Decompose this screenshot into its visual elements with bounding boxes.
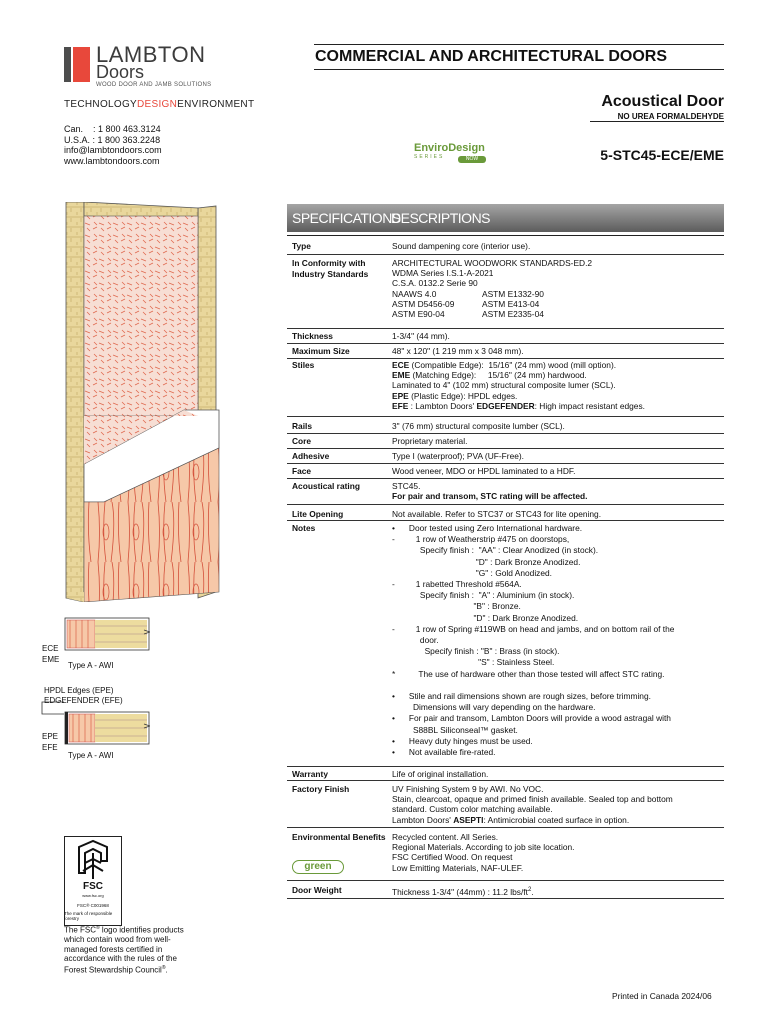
lambton-logo-mark	[64, 47, 90, 82]
notes-line: • Stile and rail dimensions shown are rough sizes, before trimming.	[392, 691, 651, 702]
fsc-caption: The FSC® logo identifies products which contain wood from well-managed forests certified in accordance with the rules of the Forest Stewardship Council®.	[64, 925, 184, 975]
website-link[interactable]: www.lambtondoors.com	[64, 155, 160, 166]
header-descriptions: DESCRIPTIONS	[391, 210, 491, 226]
notes-line: • Not available fire-rated.	[392, 747, 496, 758]
notes-line: Specify finish : "B" : Brass (in stock).	[392, 646, 560, 657]
spec-table-header	[287, 204, 724, 232]
door-cutaway-illustration	[64, 202, 232, 602]
brand-tagline: TECHNOLOGYDESIGNENVIRONMENT	[64, 99, 255, 110]
label-ece: ECE	[42, 644, 59, 653]
edge-cross-section-ece-eme	[64, 614, 150, 654]
brand-descriptor: WOOD DOOR AND JAMB SOLUTIONS	[96, 82, 212, 88]
label-type-a-2: Type A - AWI	[68, 751, 114, 760]
notes-line: door.	[392, 635, 439, 646]
notes-line: • Door tested using Zero International hardware.	[392, 523, 583, 533]
label-hpdl: HPDL Edges (EPE)	[44, 686, 114, 695]
notes-line: • Heavy duty hinges must be used.	[392, 735, 533, 746]
page-title: COMMERCIAL AND ARCHITECTURAL DOORS	[314, 44, 724, 70]
label-eme: EME	[42, 655, 60, 664]
divider	[287, 235, 724, 236]
email-link[interactable]: info@lambtondoors.com	[64, 145, 162, 155]
notes-line: * The use of hardware other than those tested will affect STC rating.	[392, 668, 665, 679]
notes-line: S88BL Siliconseal™ gasket.	[392, 724, 518, 735]
notes-line: "S" : Stainless Steel.	[392, 657, 555, 668]
leader-line	[40, 700, 66, 716]
fsc-mark-text: The mark of responsible forestry	[64, 911, 113, 921]
envirodesign-logo: EnviroDesign SERIES NOW	[414, 142, 485, 162]
contact-block	[64, 124, 162, 166]
notes-line: - 1 rabetted Threshold #564A.	[392, 579, 522, 590]
phone-usa: U.S.A. : 1 800 363.2248	[64, 134, 161, 145]
notes-line: "D" : Dark Bronze Anodized.	[392, 556, 581, 567]
product-note: NO UREA FORMALDEHYDE	[617, 112, 724, 121]
notes-line: "B" : Bronze.	[392, 601, 521, 612]
igreen-logo: green	[292, 860, 344, 874]
notes-line: - 1 row of Spring #119WB on head and jambs, and on bottom rail of the	[392, 623, 675, 634]
edge-cross-section-epe-efe	[64, 708, 150, 748]
divider	[590, 121, 724, 122]
notes-line: Dimensions will vary depending on the hardware.	[392, 702, 596, 713]
fsc-logo: FSC www.fsc.org FSC® C001968	[64, 836, 122, 926]
notes-line: Specify finish : "AA" : Clear Anodized (in stock).	[392, 545, 599, 556]
product-title: Acoustical Door	[601, 93, 724, 110]
brand-name: LAMBTON	[96, 42, 206, 67]
notes-line: "D" : Dark Bronze Anodized.	[392, 612, 579, 623]
notes-line: • For pair and transom, Lambton Doors will provide a wood astragal with	[392, 713, 671, 724]
label-epe: EPE	[42, 732, 59, 741]
label-edgefender: EDGEFENDER (EFE)	[44, 696, 123, 705]
header-specifications: SPECIFICATIONS	[292, 210, 401, 226]
model-number: 5-STC45-ECE/EME	[600, 147, 724, 163]
label-type-a-1: Type A - AWI	[68, 661, 114, 670]
footer-printed: Printed in Canada 2024/06	[612, 991, 712, 1001]
brand-name-doors: Doors	[96, 62, 145, 82]
label-efe: EFE	[42, 743, 58, 752]
notes-line: "G" : Gold Anodized.	[392, 567, 553, 578]
notes-line	[392, 680, 722, 691]
phone-canada: Can. : 1 800 463.3124	[64, 124, 161, 134]
tree-check-icon	[65, 839, 121, 885]
notes-line: Specify finish : "A" : Aluminium (in stock).	[392, 590, 575, 601]
notes-line: - 1 row of Weatherstrip #475 on doorstops,	[392, 534, 570, 545]
